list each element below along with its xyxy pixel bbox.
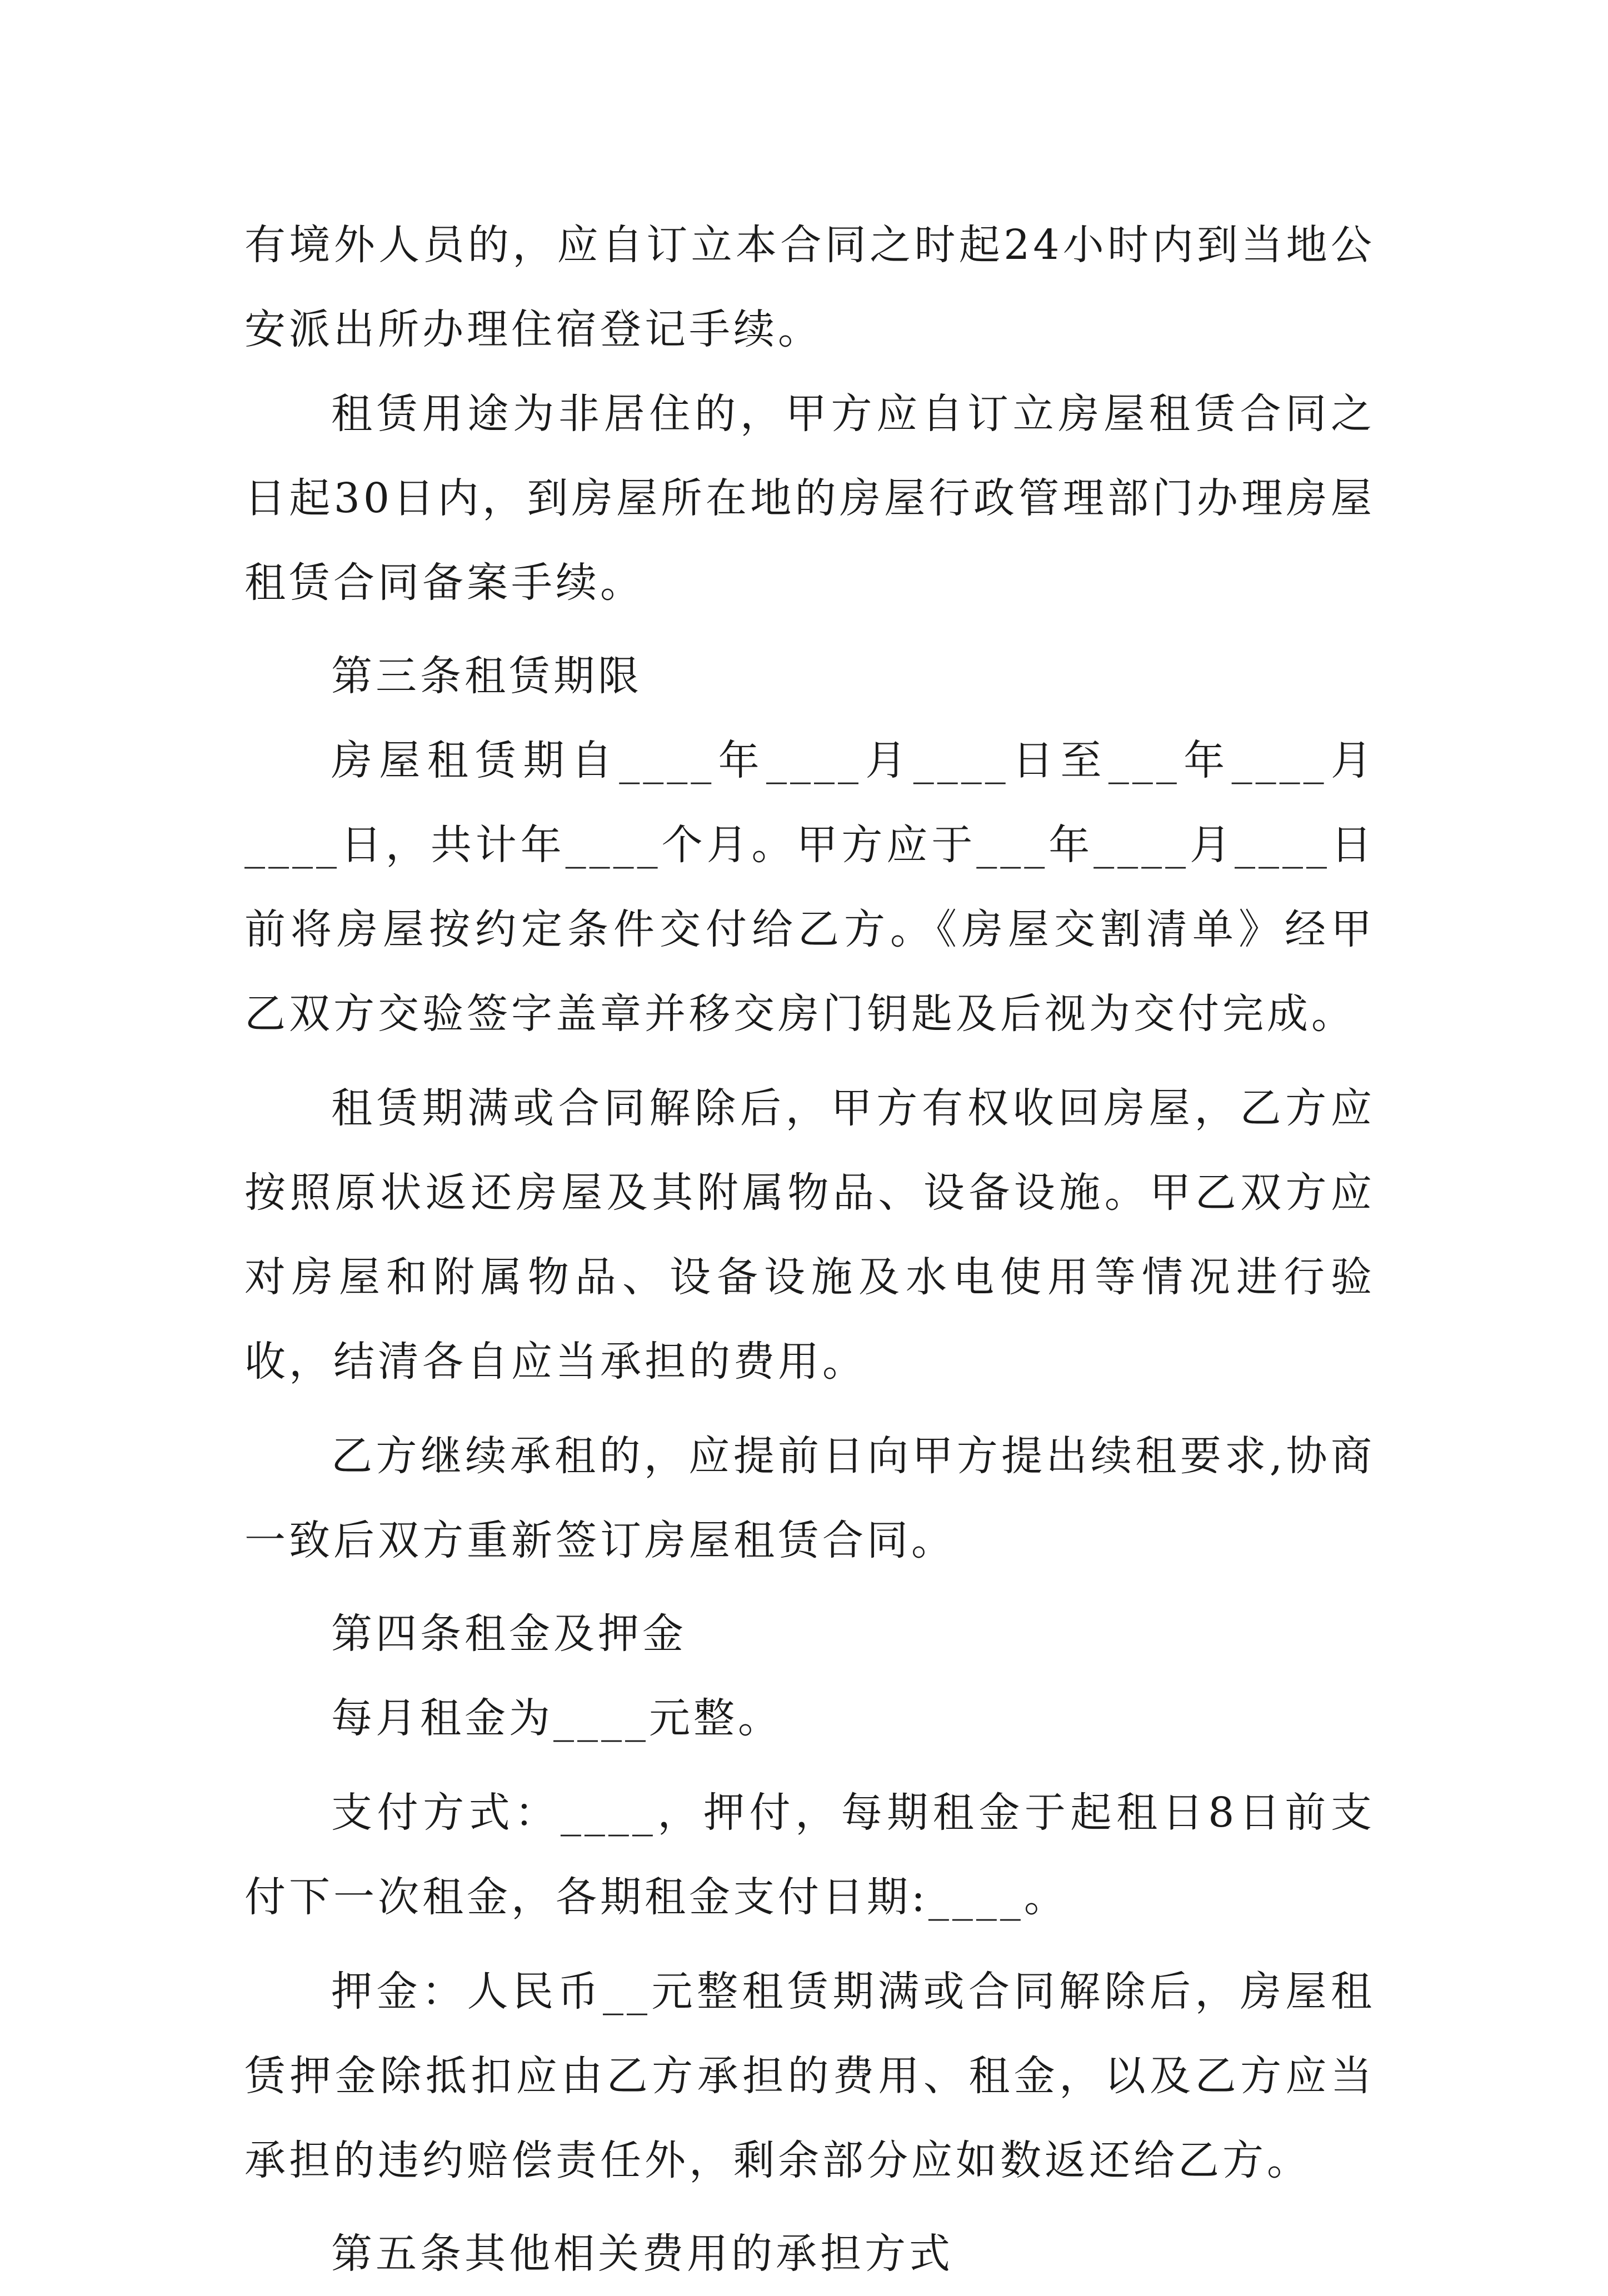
paragraph-deposit: 押金：人民币__元整租赁期满或合同解除后，房屋租赁押金除抵扣应由乙方承担的费用、租金，以及乙方应当承担的违约赔偿责任外，剩余部分应如数返还给乙方。 bbox=[244, 1968, 1375, 2184]
section-heading-fees: 第五条其他相关费用的承担方式 bbox=[331, 2230, 953, 2278]
paragraph-continuation: 有境外人员的，应自订立本合同之时起24小时内到当地公安派出所办理住宿登记手续。 bbox=[244, 221, 1375, 353]
paragraph-lease-period: 房屋租赁期自____年____月____日至___年____月____日，共计年____个月。甲方应于___年____月____日前将房屋按约定条件交付给乙方。《房屋交割清单》经甲乙双方交验签字盖章并移交房门钥匙及后视为交付完成。 bbox=[244, 737, 1375, 1038]
paragraph-filing: 租赁用途为非居住的，甲方应自订立房屋租赁合同之日起30日内，到房屋所在地的房屋行政管理部门办理房屋租赁合同备案手续。 bbox=[244, 390, 1375, 607]
paragraph-renewal: 乙方继续承租的，应提前日向甲方提出续租要求,协商一致后双方重新签订房屋租赁合同。 bbox=[244, 1432, 1375, 1564]
paragraph-lease-end: 租赁期满或合同解除后，甲方有权收回房屋，乙方应按照原状返还房屋及其附属物品、设备设施。甲乙双方应对房屋和附属物品、设备设施及水电使用等情况进行验收，结清各自应当承担的费用。 bbox=[244, 1084, 1375, 1385]
paragraph-payment-method: 支付方式：____，押付，每期租金于起租日8日前支付下一次租金，各期租金支付日期:____。 bbox=[244, 1789, 1375, 1921]
section-heading-term: 第三条租赁期限 bbox=[331, 652, 642, 700]
paragraph-monthly-rent: 每月租金为____元整。 bbox=[331, 1694, 782, 1742]
document-page bbox=[244, 203, 1375, 2296]
section-heading-rent: 第四条租金及押金 bbox=[331, 1610, 687, 1658]
